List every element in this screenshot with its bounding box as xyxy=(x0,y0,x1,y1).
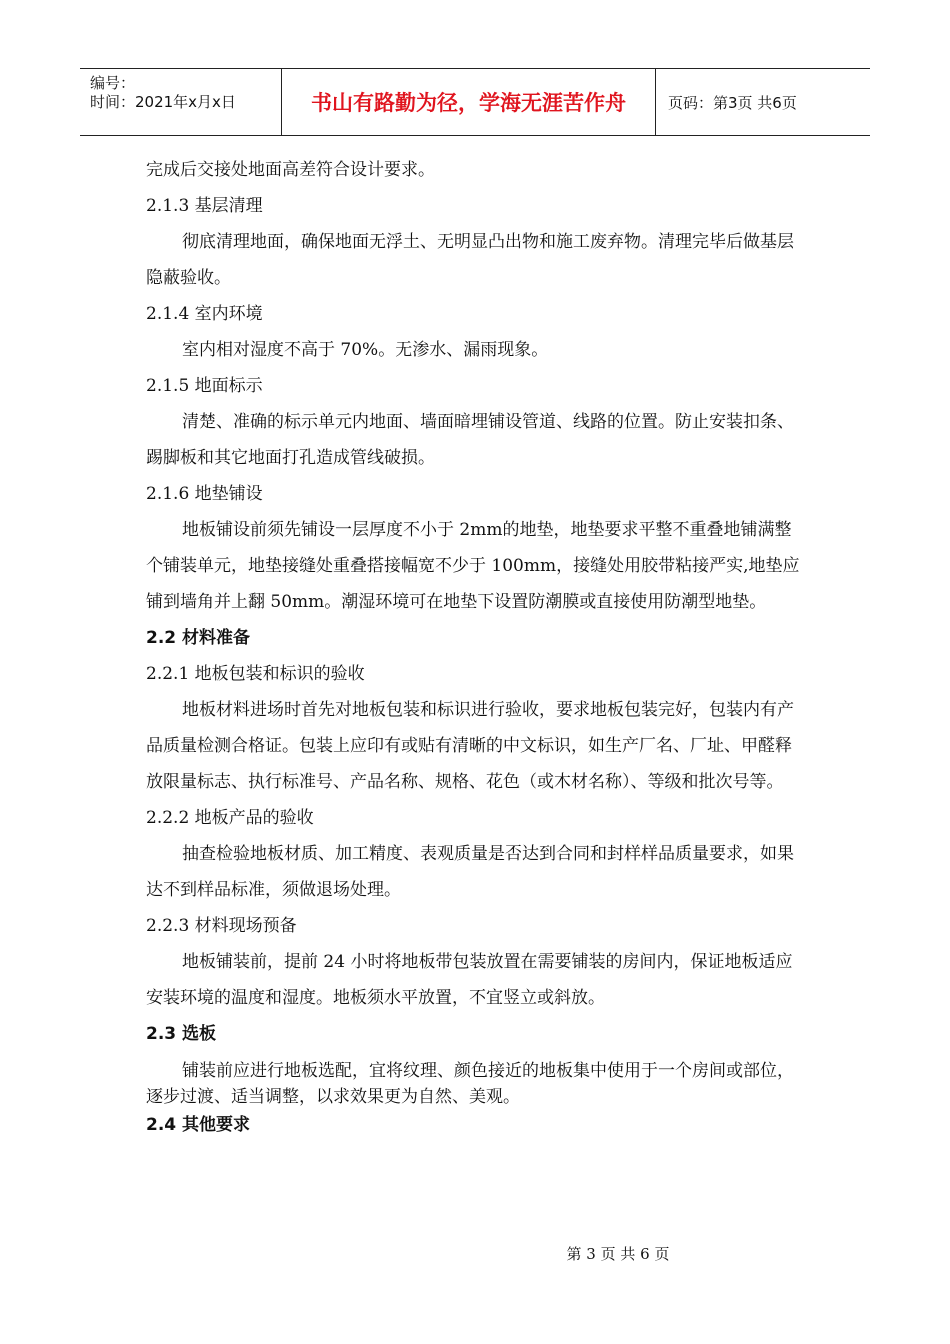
paragraph: 地板铺装前，提前 24 小时将地板带包装放置在需要铺装的房间内，保证地板适应安装环境的温度和湿度。地板须水平放置，不宜竖立或斜放。 xyxy=(146,952,793,1008)
paragraph: 抽查检验地板材质、加工精度、表观质量是否达到合同和封样样品质量要求，如果达不到样品标准，须做退场处理。 xyxy=(146,844,794,900)
paragraph: 地板材料进场时首先对地板包装和标识进行验收，要求地板包装完好，包装内有产品质量检测合格证。包装上应印有或贴有清晰的中文标识，如生产厂名、厂址、甲醛释放限量标志、执行标准号、产品名称、规格、花色（或木材名称）、等级和批次号等。 xyxy=(146,700,794,792)
section-heading: 2.1.5 地面标示 xyxy=(146,376,263,396)
paragraph: 铺装前应进行地板选配，宜将纹理、颜色接近的地板集中使用于一个房间或部位，逐步过渡、适当调整，以求效果更为自然、美观。 xyxy=(146,1061,794,1107)
header-page-code: 页码：第3页 共6页 xyxy=(668,93,797,112)
section-heading-bold: 2.4 其他要求 xyxy=(146,1115,251,1135)
time-label: 时间：2021年x月x日 xyxy=(90,93,236,111)
section-heading: 2.2.1 地板包装和标识的验收 xyxy=(146,664,365,684)
header-meta xyxy=(80,69,282,135)
paragraph: 完成后交接处地面高差符合设计要求。 xyxy=(146,160,435,180)
section-heading-bold: 2.2 材料准备 xyxy=(146,628,251,648)
page-header xyxy=(80,68,870,136)
page-footer: 第 3 页 共 6 页 xyxy=(566,1245,670,1263)
section-heading-bold: 2.3 选板 xyxy=(146,1024,217,1044)
section-heading: 2.1.4 室内环境 xyxy=(146,304,263,324)
section-heading: 2.2.2 地板产品的验收 xyxy=(146,808,314,828)
section-heading: 2.1.3 基层清理 xyxy=(146,196,263,216)
section-heading: 2.2.3 材料现场预备 xyxy=(146,916,297,936)
header-motto: 书山有路勤为径，学海无涯苦作舟 xyxy=(282,69,656,135)
document-body xyxy=(146,152,806,1140)
paragraph: 彻底清理地面，确保地面无浮土、无明显凸出物和施工废弃物。清理完毕后做基层隐蔽验收。 xyxy=(146,232,794,288)
paragraph: 室内相对湿度不高于 70%。无渗水、漏雨现象。 xyxy=(182,340,549,360)
paragraph: 地板铺设前须先铺设一层厚度不小于 2mm的地垫，地垫要求平整不重叠地铺满整个铺装单元，地垫接缝处重叠搭接幅宽不少于 100mm，接缝处用胶带粘接严实,地垫应铺到墙角并上翻 50mm。潮湿环境可在地垫下设置防潮膜或直接使用防潮型地垫。 xyxy=(146,520,800,612)
number-label: 编号： xyxy=(90,74,136,92)
section-heading: 2.1.6 地垫铺设 xyxy=(146,484,263,504)
paragraph: 清楚、准确的标示单元内地面、墙面暗埋铺设管道、线路的位置。防止安装扣条、踢脚板和其它地面打孔造成管线破损。 xyxy=(146,412,794,468)
